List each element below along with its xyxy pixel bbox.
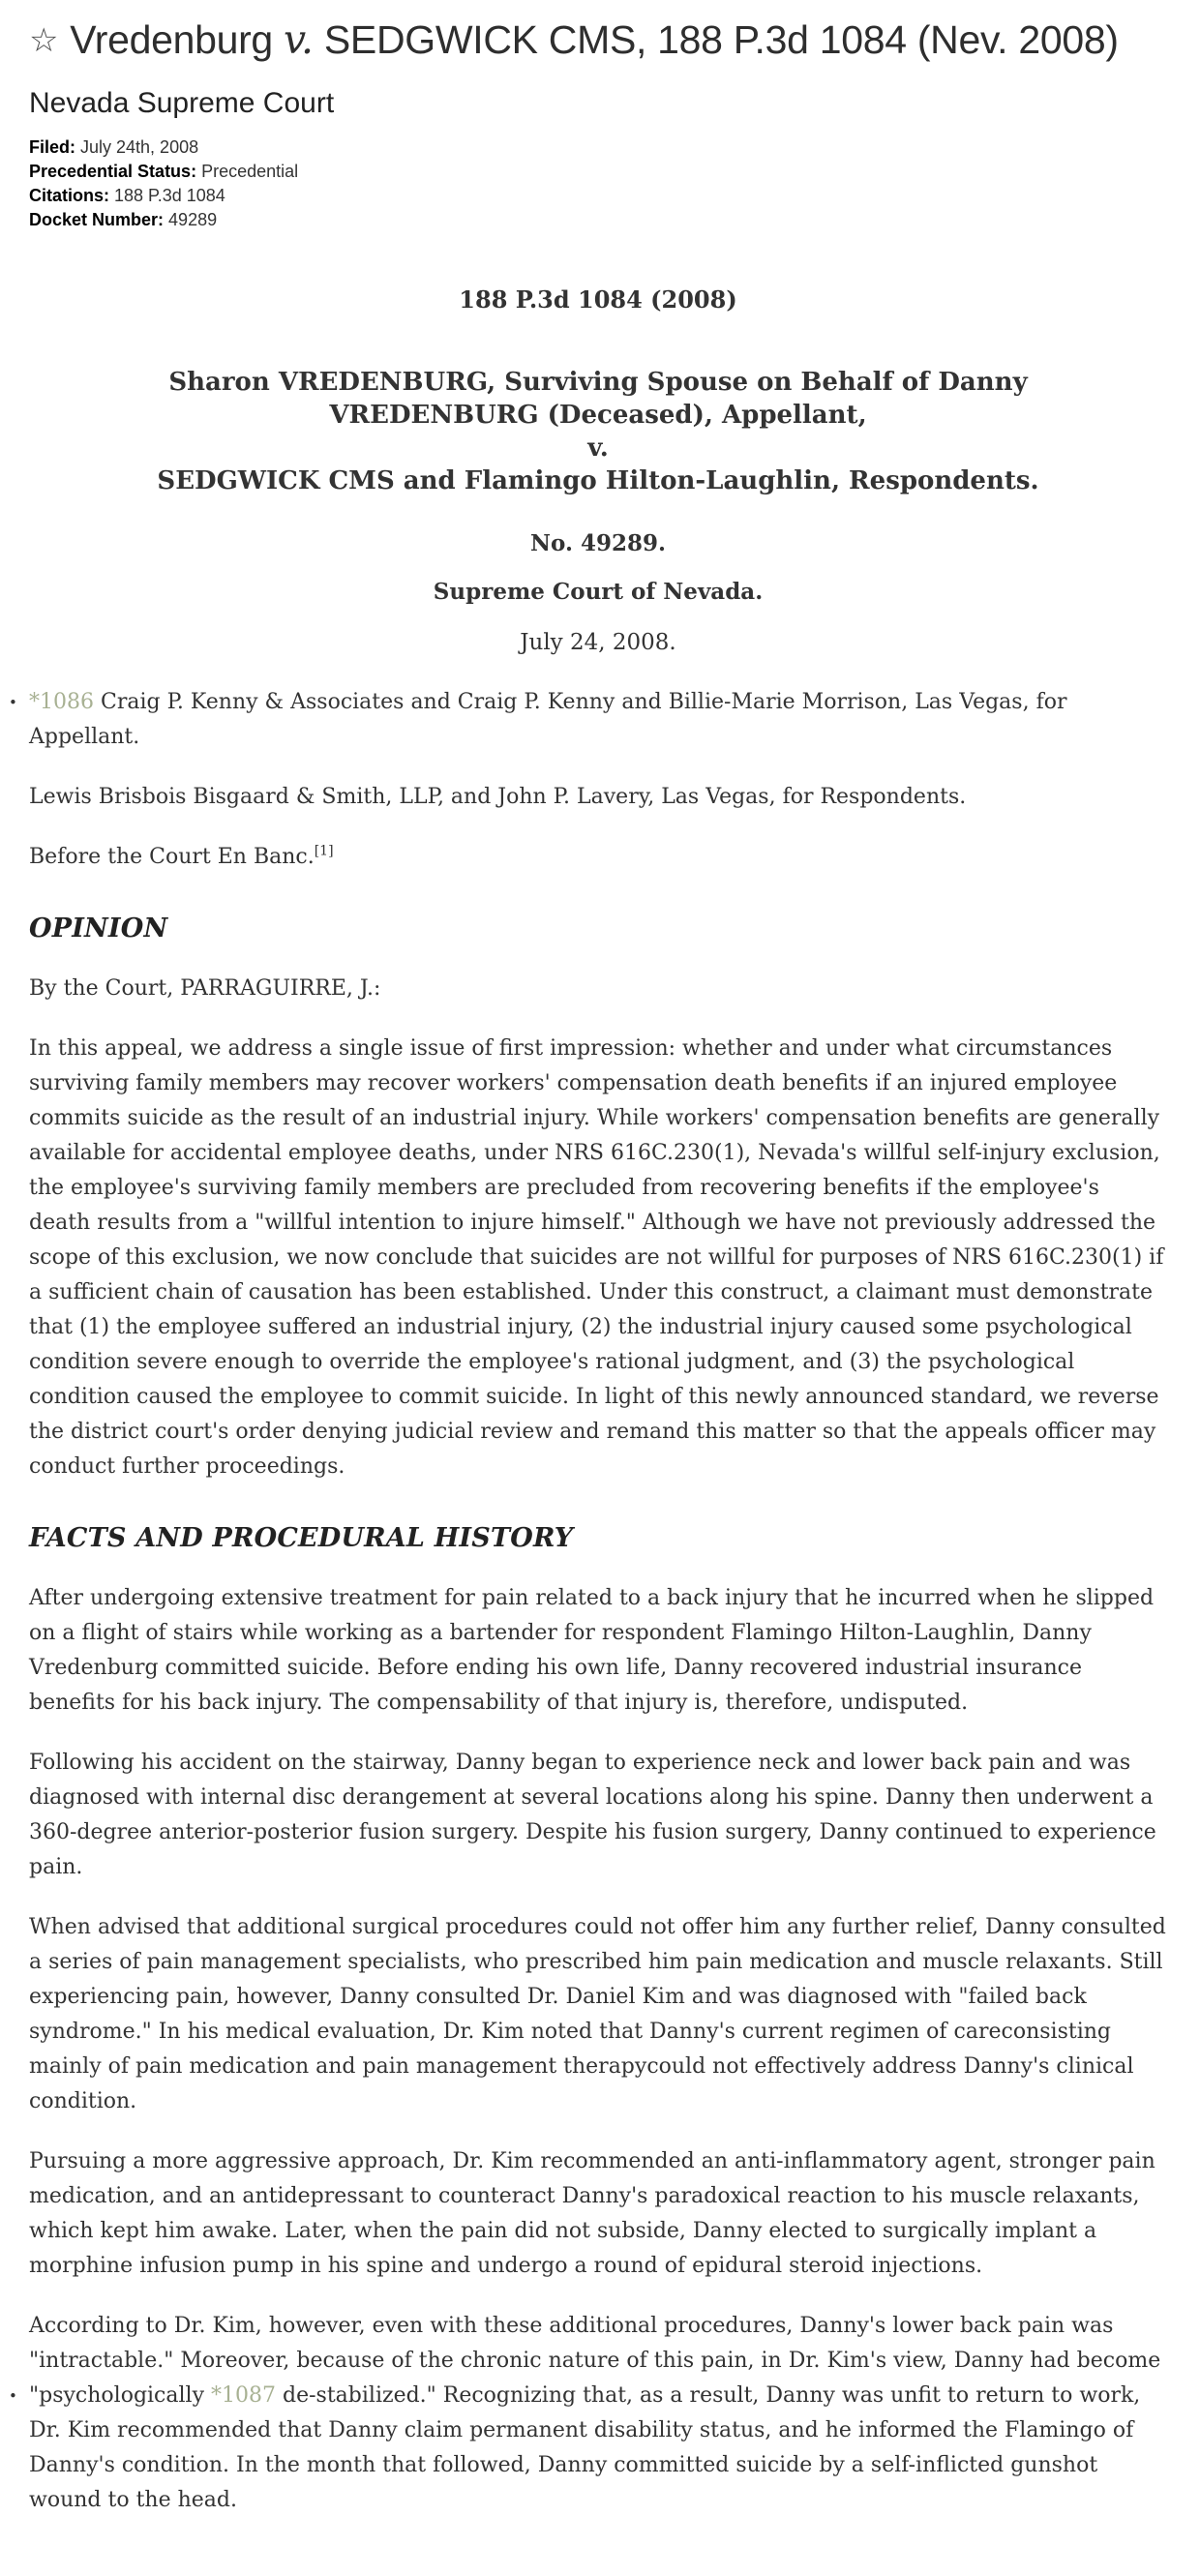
meta-docket-label: Docket Number: bbox=[29, 209, 165, 229]
facts-paragraph-3: When advised that additional surgical procedures could not offer him any further relief, Danny consulted a series of pain management specialists, who prescribed him pain medication and muscle relaxants. Still experiencing pain, however, Danny consulted Dr. Daniel Kim and was diagnosed with "failed back syndrome." In his medical evaluation, Dr. Kim noted that Danny's current regimen of careconsisting mainly of pain medication and pain management therapycould not effectively address Danny's clinical condition. bbox=[29, 1914, 1166, 2113]
facts-paragraph-2: Following his accident on the stairway, Danny began to experience neck and lower back pain and was diagnosed with internal disc derangement at several locations along his spine. Danny then underwent a 360-degree anterior-posterior fusion surgery. Despite his fusion surgery, Danny continued to experience pain. bbox=[29, 1750, 1156, 1879]
byline-paragraph: By the Court, PARRAGUIRRE, J.: bbox=[29, 975, 381, 1001]
page-marker-1086-link[interactable]: *1086 bbox=[29, 689, 94, 714]
opinion-section-heading: OPINION bbox=[29, 913, 168, 944]
meta-status-label: Precedential Status: bbox=[29, 161, 197, 181]
meta-citations-value: 188 P.3d 1084 bbox=[114, 185, 225, 205]
favorite-star-icon[interactable]: ☆ bbox=[29, 22, 59, 59]
court-name: Nevada Supreme Court bbox=[29, 86, 335, 119]
meta-docket-value: 49289 bbox=[168, 209, 218, 229]
meta-docket-number bbox=[29, 208, 1167, 232]
decision-date-line: July 24, 2008. bbox=[520, 629, 676, 655]
meta-citations bbox=[29, 184, 1167, 208]
facts-final-pre-text: According to Dr. Kim, however, even with these additional procedures, Danny's lower back pain was "intractable." Moreover, because of the chronic nature of this pain, in Dr. Kim's view, Danny had become "psychologically bbox=[29, 2313, 1161, 2408]
versus-abbrev: v. bbox=[284, 16, 314, 63]
case-metadata bbox=[29, 135, 1167, 232]
facts-paragraph-5 bbox=[9, 2309, 1167, 2518]
facts-final-post-text: de-stabilized." Recognizing that, as a result, Danny was unfit to return to work, Dr. Kim recommended that Danny claim permanent disability status, and he informed the Flamingo of Danny's condition. In the month that followed, Danny committed suicide by a self-inflicted gunshot wound to the head. bbox=[29, 2382, 1141, 2512]
page-bullet-marker: • bbox=[9, 2386, 17, 2405]
meta-filed bbox=[29, 135, 1167, 160]
meta-filed-value: July 24th, 2008 bbox=[80, 136, 199, 157]
reporter-citation: 188 P.3d 1084 (2008) bbox=[459, 285, 737, 314]
attorneys-appellant-paragraph bbox=[9, 685, 1167, 755]
page-title bbox=[29, 15, 1167, 66]
footnote-1-link[interactable]: [1] bbox=[314, 843, 334, 859]
page-bullet-marker: • bbox=[9, 693, 17, 711]
meta-citations-label: Citations: bbox=[29, 185, 109, 205]
facts-paragraph-4: Pursuing a more aggressive approach, Dr. Kim recommended an anti-inflammatory agent, stronger pain medication, and an antidepressant to counteract Danny's paradoxical reaction to his muscle relaxants, which kept him awake. Later, when the pain did not subside, Danny elected to surgically implant a morphine infusion pump in his spine and undergo a round of epidural steroid injections. bbox=[29, 2148, 1155, 2278]
opinion-intro-paragraph: In this appeal, we address a single issue of first impression: whether and under what circumstances surviving family members may recover workers' compensation death benefits if an injured employee commits suicide as the result of an industrial injury. While workers' compensation benefits are generally available for accidental employee deaths, under NRS 616C.230(1), Nevada's willful self-injury exclusion, the employee's surviving family members are precluded from recovering benefits if the employee's death results from a "willful intention to injure himself." Although we have not previously addressed the scope of this exclusion, we now conclude that suicides are not willful for purposes of NRS 616C.230(1) if a sufficient chain of causation has been established. Under this construct, a claimant must demonstrate that (1) the employee suffered an industrial injury, (2) the industrial injury caused some psychological condition severe enough to override the employee's rational judgment, and (3) the psychological condition caused the employee to commit suicide. In light of this newly announced standard, we reverse the district court's order denying judicial review and remand this matter so that the appeals officer may conduct further proceedings. bbox=[29, 1035, 1164, 1479]
opinion-body bbox=[9, 283, 1167, 2518]
caption-appellant: Sharon VREDENBURG, Surviving Spouse on Behalf of Danny VREDENBURG (Deceased), Appellant, bbox=[168, 367, 1028, 430]
meta-filed-label: Filed: bbox=[29, 136, 75, 157]
facts-paragraph-1: After undergoing extensive treatment for pain related to a back injury that he incurred when he slipped on a flight of stairs while working as a bartender for respondent Flamingo Hilton-Laughlin, Danny Vredenburg committed suicide. Before ending his own life, Danny recovered industrial insurance benefits for his back injury. The compensability of that injury is, therefore, undisputed. bbox=[29, 1585, 1155, 1715]
meta-precedential-status bbox=[29, 160, 1167, 184]
docket-number-line: No. 49289. bbox=[530, 529, 666, 556]
deciding-court-line: Supreme Court of Nevada. bbox=[433, 578, 764, 605]
meta-status-value: Precedential bbox=[201, 161, 299, 181]
case-title-text: Vredenburg v. SEDGWICK CMS, 188 P.3d 1084 (Nev. 2008) bbox=[70, 16, 1119, 63]
before-court-text: Before the Court En Banc. bbox=[29, 844, 315, 869]
before-court-paragraph bbox=[29, 840, 1167, 875]
caption-respondents: SEDGWICK CMS and Flamingo Hilton-Laughlin, Respondents. bbox=[157, 465, 1039, 495]
attorneys-respondents-paragraph: Lewis Brisbois Bisgaard & Smith, LLP, and John P. Lavery, Las Vegas, for Respondents. bbox=[29, 784, 967, 809]
page-marker-1087-link[interactable]: *1087 bbox=[211, 2382, 276, 2408]
facts-section-heading: FACTS AND PROCEDURAL HISTORY bbox=[29, 1522, 574, 1553]
caption-versus: v. bbox=[587, 433, 609, 463]
attorneys-appellant-text: Craig P. Kenny & Associates and Craig P. Kenny and Billie-Marie Morrison, Las Vegas, for Appellant. bbox=[29, 689, 1067, 749]
case-caption bbox=[85, 366, 1111, 497]
case-header bbox=[29, 15, 1167, 232]
